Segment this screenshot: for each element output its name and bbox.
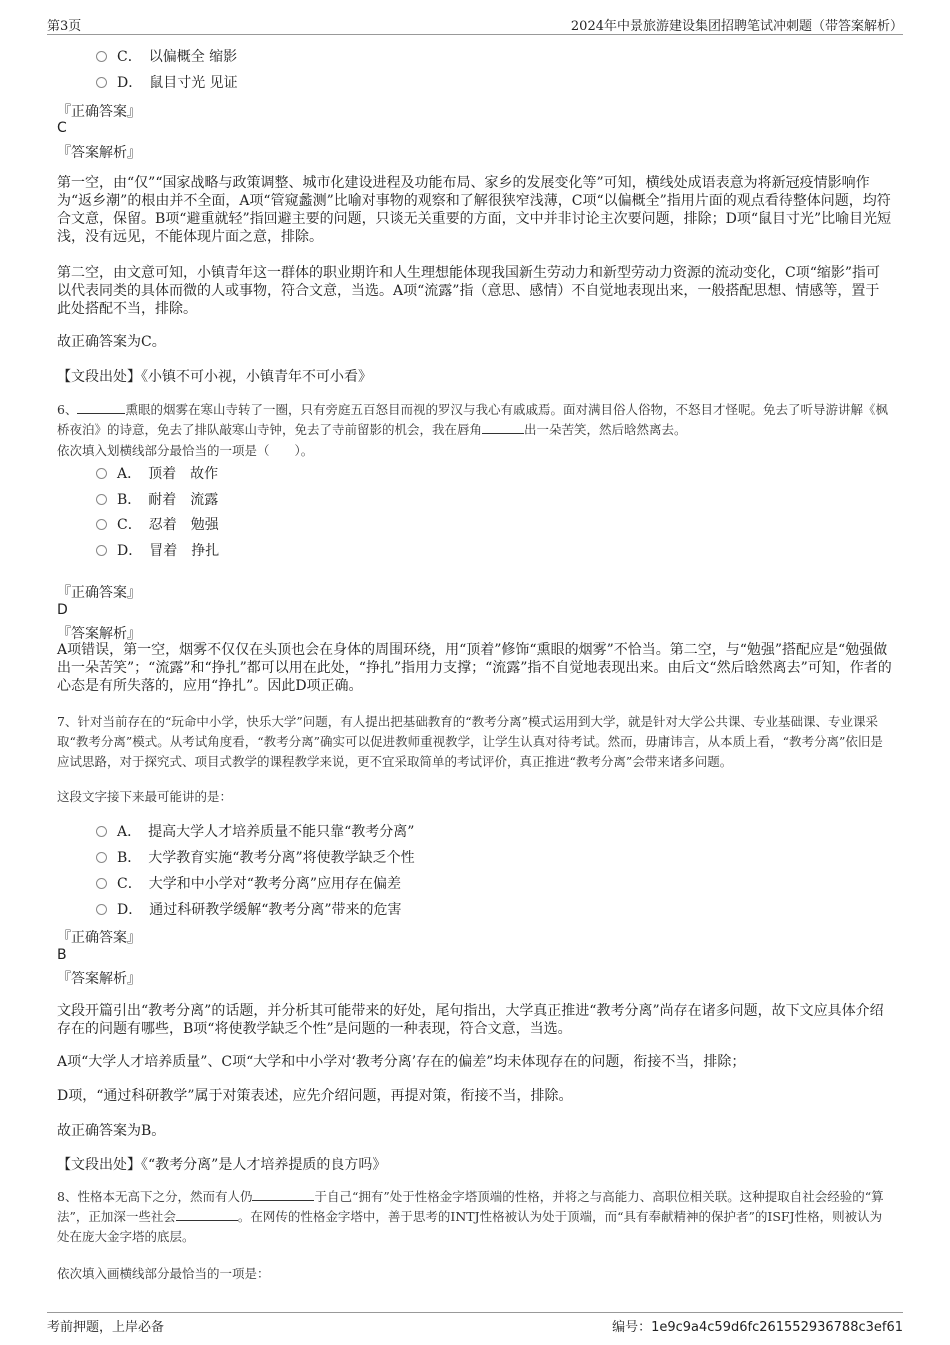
document-code: 编号：1e9c9a4c59d6fc261552936788c3ef61	[612, 1320, 903, 1335]
analysis-paragraph: 文段开篇引出“教考分离”的话题，并分析其可能带来的好处，尾句指出，大学真正推进“教考分离”尚存在诸多问题，故下文应具体介绍存在的问题有哪些，B项“将使教学缺乏个性”是问题的一种表现，符合文意，当选。	[57, 1003, 884, 1037]
radio-icon[interactable]	[96, 545, 107, 556]
question-prompt: 依次填入画横线部分最恰当的一项是：	[57, 1266, 270, 1281]
source-note: 【文段出处】《“教考分离”是人才培养提质的良方吗》	[57, 1157, 387, 1173]
analysis-paragraph: A项“大学人才培养质量”、C项“大学和中小学对‘教考分离’存在的偏差”均未体现存在的问题，衔接不当，排除；	[57, 1054, 746, 1070]
option-d[interactable]: D． 鼠目寸光 见证	[96, 72, 238, 94]
blank-line	[176, 1220, 238, 1221]
radio-icon[interactable]	[96, 468, 107, 479]
page-footer	[47, 1312, 903, 1337]
radio-icon[interactable]	[96, 904, 107, 915]
option-d[interactable]: D． 通过科研教学缓解“教考分离”带来的危害	[96, 899, 402, 921]
radio-icon[interactable]	[96, 77, 107, 88]
source-note: 【文段出处】《小镇不可小视，小镇青年不可小看》	[57, 369, 372, 385]
answer-value: D	[57, 602, 68, 618]
analysis-paragraph: 第一空，由“仅”“国家战略与政策调整、城市化建设进程及功能布局、家乡的发展变化等”可知，横线处成语表意为将新冠疫情影响作为“返乡潮”的根由并不全面，A项“管窥蠡测”比喻对事物的观察和了解很狭窄浅薄，C项“以偏概全”指用片面的观点看待整体问题，均符合文意，保留。B项“避重就轻”指回避主要的问题，只谈无关重要的方面，文中并非讨论主次要问题，排除；D项“鼠目寸光”比喻目光短浅，没有远见，不能体现片面之意，排除。	[57, 175, 892, 245]
option-a[interactable]: A． 提高大学人才培养质量不能只靠“教考分离”	[96, 821, 414, 843]
option-d[interactable]: D． 冒着 挣扎	[96, 540, 219, 562]
footer-slogan: 考前押题，上岸必备	[47, 1320, 165, 1335]
analysis-paragraph: 第二空，由文意可知，小镇青年这一群体的职业期许和人生理想能体现我国新生劳动力和新型劳动力资源的流动变化，C项“缩影”指可以代表同类的具体而微的人或事物，符合文意，当选。A项“流露”指（意思、感情）不自觉地表现出来，一般搭配思想、情感等，置于此处搭配不当，排除。	[57, 265, 881, 317]
question-text: 8、性格本无高下之分，然而有人仍 于自己“拥有”处于性格金字塔顶端的性格，并将之与高能力、高职位相关联。这种提取自社会经验的“算法”，正加深一些社会 。在网传的性格金字塔中，善于思考的INTJ性格被认为处于顶端，而“具有奉献精神的保护者”的ISFJ性格，则被认为处在庞大金字塔的底层。	[57, 1189, 884, 1244]
analysis-conclusion: 故正确答案为C。	[57, 334, 166, 350]
answer-label: 『正确答案』	[57, 104, 141, 120]
page-header	[47, 12, 903, 35]
radio-icon[interactable]	[96, 826, 107, 837]
blank-line	[482, 433, 524, 434]
option-b[interactable]: B． 耐着 流露	[96, 489, 218, 511]
answer-value: B	[57, 947, 67, 963]
radio-icon[interactable]	[96, 852, 107, 863]
radio-icon[interactable]	[96, 494, 107, 505]
document-title: 2024年中景旅游建设集团招聘笔试冲刺题（带答案解析）	[570, 19, 903, 34]
answer-label: 『正确答案』	[57, 930, 141, 946]
radio-icon[interactable]	[96, 519, 107, 530]
analysis-paragraph: D项，“通过科研教学”属于对策表述，应先介绍问题，再提对策，衔接不当，排除。	[57, 1088, 573, 1104]
option-c[interactable]: C． 以偏概全 缩影	[96, 46, 237, 68]
option-a[interactable]: A． 顶着 故作	[96, 463, 218, 485]
question-text: 7、针对当前存在的“玩命中小学，快乐大学”问题，有人提出把基础教育的“教考分离”模式运用到大学，就是针对大学公共课、专业基础课、专业课采取“教考分离”模式。从考试角度看，“教考分离”确实可以促进教师重视教学，让学生认真对待考试。然而，毋庸讳言，从本质上看，“教考分离”依旧是应试思路，对于探究式、项目式教学的课程教学来说，更不宜采取简单的考试评价，真正推进“教考分离”会带来诸多问题。	[57, 714, 883, 769]
page-number: 第3页	[47, 19, 82, 34]
radio-icon[interactable]	[96, 878, 107, 889]
answer-label: 『正确答案』	[57, 585, 141, 601]
analysis-label: 『答案解析』	[57, 626, 141, 642]
option-b[interactable]: B． 大学教育实施“教考分离”将使教学缺乏个性	[96, 847, 415, 869]
radio-icon[interactable]	[96, 51, 107, 62]
analysis-conclusion: 故正确答案为B。	[57, 1123, 166, 1139]
blank-line	[77, 413, 125, 414]
answer-value: C	[57, 120, 67, 136]
option-c[interactable]: C． 大学和中小学对“教考分离”应用存在偏差	[96, 873, 401, 895]
question-text: 6、 熏眼的烟雾在寒山寺转了一圈，只有旁庭五百怒目而视的罗汉与我心有戚戚焉。面对满目俗人俗物，不怒目才怪呢。免去了听导游讲解《枫桥夜泊》的诗意，免去了排队敲寒山寺钟，免去了寺前留影的机会，我在唇角 出一朵苦笑，然后晗然离去。	[57, 402, 888, 437]
analysis-label: 『答案解析』	[57, 971, 141, 987]
question-prompt: 依次填入划横线部分最恰当的一项是（ ）。	[57, 443, 314, 458]
question-prompt: 这段文字接下来最可能讲的是：	[57, 789, 233, 804]
option-c[interactable]: C． 忍着 勉强	[96, 514, 219, 536]
analysis-label: 『答案解析』	[57, 145, 141, 161]
blank-line	[252, 1200, 314, 1201]
analysis-paragraph: A项错误，第一空，烟雾不仅仅在头顶也会在身体的周围环绕，用“顶着”修饰“熏眼的烟雾”不恰当。第二空，与“勉强”搭配应是“勉强做出一朵苦笑”；“流露”和“挣扎”都可以用在此处，“挣扎”指用力支撑；“流露”指不自觉地表现出来。由后文“然后晗然离去”可知，作者的心态是有所失落的，应用“挣扎”。因此D项正确。	[57, 642, 892, 694]
